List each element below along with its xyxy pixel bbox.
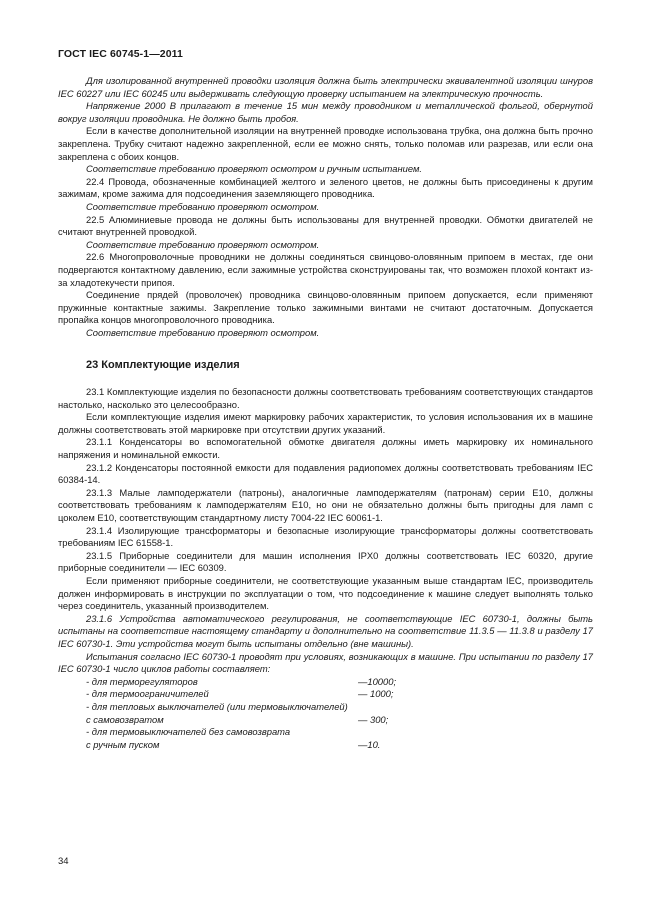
cycle-label: - для терморегуляторов	[86, 675, 198, 687]
cycle-row	[58, 676, 593, 689]
paragraph: 22.5 Алюминиевые провода не должны быть использованы для внутренней проводки. Обмотки двигателей не считают внутренней проводкой.	[58, 213, 593, 238]
paragraph: 23.1 Комплектующие изделия по безопасности должны соответствовать требованиям соответствующих стандартов настолько, насколько это целесообразно.	[58, 386, 593, 410]
paragraph: 23.1.1 Конденсаторы во вспомогательной обмотке двигателя должны иметь маркировку их номинального напряжения и номинальной емкости.	[58, 436, 593, 461]
cycle-value: —10000;	[358, 675, 397, 687]
paragraph: Испытания согласно IEC 60730-1 проводят при условиях, возникающих в машине. При испытании по разделу 17 IEC 60730-1 число циклов работы составляет:	[58, 650, 593, 675]
paragraph: 23.1.6 Устройства автоматического регулирования, не соответствующие IEC 60730-1, должны быть испытаны на соответствие настоящему стандарту и дополнительно на соответствие 11.3.5 — 11.3.8 и разделу 17 IEC 60730-1. Эти устройства могут быть испытаны отдельно (вне машины).	[58, 612, 593, 649]
cycles-list	[58, 676, 593, 752]
paragraph: Соответствие требованию проверяют осмотром.	[86, 200, 320, 212]
paragraph: 22.4 Провода, обозначенные комбинацией желтого и зеленого цветов, не должны быть присоединены к другим зажимам, кроме зажима для подсоединения заземляющего проводника.	[58, 175, 593, 200]
paragraph: 23.1.2 Конденсаторы постоянной емкости для подавления радиопомех должны соответствовать требованиям IEC 60384-14.	[58, 461, 593, 486]
cycle-row	[58, 739, 593, 752]
cycle-label: с самовозвратом	[86, 713, 164, 725]
paragraph: Соответствие требованию проверяют осмотром.	[86, 326, 320, 338]
paragraph: Соединение прядей (проволочек) проводника свинцово-оловянным припоем допускается, если применяют пружинные контактные зажимы. Закрепление только зажимными винтами не считают достаточным. Допускается пропайка концов многопроволочного проводника.	[58, 289, 593, 326]
cycle-value	[358, 726, 593, 739]
cycle-value: —10.	[358, 738, 381, 750]
paragraphs-top	[58, 75, 593, 339]
paragraph: 23.1.4 Изолирующие трансформаторы и безопасные изолирующие трансформаторы должны соответствовать требованиям IEC 61558-1.	[58, 524, 593, 549]
cycle-row	[58, 726, 593, 739]
paragraph: Соответствие требованию проверяют осмотром.	[86, 238, 320, 250]
document-header: ГОСТ IEC 60745-1—2011	[58, 48, 183, 60]
paragraph: Для изолированной внутренней проводки изоляция должна быть электрически эквивалентной изоляции шнуров IEC 60227 или IEC 60245 или выдерживать следующую проверку испытанием на электрическую прочность.	[58, 75, 593, 99]
paragraph: Напряжение 2000 В прилагают в течение 15 мин между проводником и металлической фольгой, обернутой вокруг изоляции проводника. Не должно быть пробоя.	[58, 100, 593, 124]
paragraph: Если в качестве дополнительной изоляции на внутренней проводке использована трубка, она должна быть прочно закреплена. Трубку считают надежно закрепленной, если ее можно снять, только поломав или разрезав, или если она закреплена с обоих концов.	[58, 125, 593, 162]
document-body	[58, 75, 593, 751]
cycle-label: - для термовыключателей без самовозврата	[86, 726, 291, 738]
paragraph: 23.1.5 Приборные соединители для машин исполнения IPX0 должны соответствовать IEC 60320, другие приборные соединители — IEC 60309.	[58, 549, 593, 574]
paragraph: Соответствие требованию проверяют осмотром и ручным испытанием.	[86, 163, 422, 175]
cycle-value: — 300;	[358, 713, 389, 725]
cycle-row	[58, 688, 593, 701]
paragraphs-bottom	[58, 386, 593, 676]
cycle-value	[358, 701, 593, 714]
paragraph: Если комплектующие изделия имеют маркировку рабочих характеристик, то условия использования их в машине должны соответствовать этой маркировке при отсутствии других указаний.	[58, 411, 593, 435]
cycle-label: - для тепловых выключателей (или термовыключателей)	[86, 700, 348, 712]
cycle-row	[58, 701, 593, 714]
cycle-row	[58, 714, 593, 727]
paragraph: 22.6 Многопроволочные проводники не должны соединяться свинцово-оловянным припоем в местах, где они подвергаются контактному давлению, если зажимные устройства сконструированы так, что возможен плохой контакт из-за хладотекучести припоя.	[58, 251, 593, 288]
page-number: 34	[58, 856, 69, 867]
paragraph: 23.1.3 Малые ламподержатели (патроны), аналогичные ламподержателям (патронам) серии Е10, должны соответствовать требованиям к ламподержателям Е10, но они не обязательно должны быть пригодны для ламп с цоколем Е10, соответствующим стандартному листу 7004-22 IEC 60061-1.	[58, 486, 593, 523]
cycle-label: с ручным пуском	[86, 738, 160, 750]
paragraph: Если применяют приборные соединители, не соответствующие указанным выше стандартам IEC, производитель должен информировать в инструкции по эксплуатации о том, что подсоединение к машине следует выполнять только через соединитель, указанный производителем.	[58, 574, 593, 612]
section-heading: 23 Комплектующие изделия	[86, 359, 240, 372]
cycle-value: — 1000;	[358, 688, 394, 700]
cycle-label: - для термоограничителей	[86, 688, 209, 700]
